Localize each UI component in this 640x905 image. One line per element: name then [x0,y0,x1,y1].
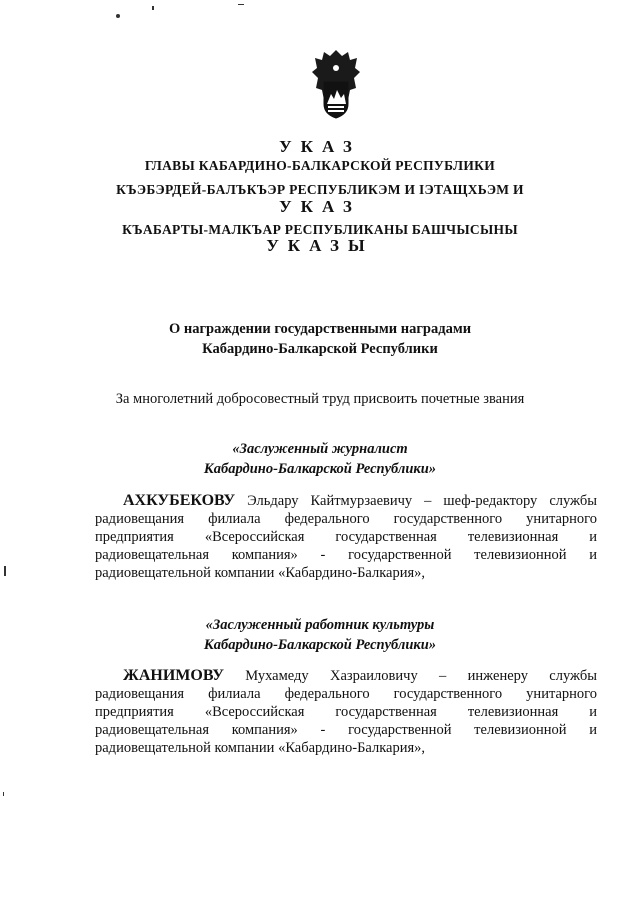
title-line: О награждении государственными наградами [168,321,472,337]
awardee-details: Эльдару Кайтмурзаевичу – шеф-редактору службы радиовещания филиала федерального государственного унитарного предприятия «Всероссийская государственная телевизионная и радиовещательная компания» - государственной телевизионной и радиовещательной компании «Кабардино-Балкария», [95,493,597,581]
honor-title [0,439,640,479]
decree-title [0,319,640,359]
award-paragraph [95,492,597,582]
honor-line: Кабардино-Балкарской Республики» [203,637,437,653]
award-paragraph [95,667,597,757]
scan-speck [238,4,244,5]
honor-line: Кабардино-Балкарской Республики» [203,461,437,477]
coat-of-arms-icon [310,48,362,120]
honor-line: «Заслуженный журналист [232,441,408,457]
awardee-details: Мухамеду Хазраиловичу – инженеру службы радиовещания филиала федерального государственного унитарного предприятия «Всероссийская государственная телевизионная и радиовещательная компания» - государственной телевизионной и радиовещательной компании «Кабардино-Балкария», [95,668,597,756]
honor-line: «Заслуженный работник культуры [205,617,435,633]
ukaz-heading: УКАЗ [279,137,361,156]
ukaz-heading: УКАЗ [279,197,361,216]
header-line: ГЛАВЫ КАБАРДИНО-БАЛКАРСКОЙ РЕСПУБЛИКИ [144,158,496,173]
awardee-surname: АХКУБЕКОВУ [123,492,236,509]
ukaz-heading: УКАЗЫ [266,236,374,255]
scan-speck [3,792,4,796]
scan-speck [116,14,120,18]
scan-speck [4,566,6,576]
intro-text: За многолетний добросовестный труд присвоить почетные звания [115,391,525,407]
header-line: КЪЭБЭРДЕЙ-БАЛЪКЪЭР РЕСПУБЛИКЭМ И ІЭТАЩХЬЭМ И [116,182,524,197]
title-line: Кабардино-Балкарской Республики [202,341,438,357]
awardee-surname: ЖАНИМОВУ [123,667,224,684]
honor-title [0,615,640,655]
header-line: КЪАБАРТЫ-МАЛКЪАР РЕСПУБЛИКАНЫ БАШЧЫСЫНЫ [122,222,518,237]
scan-speck [152,6,154,10]
